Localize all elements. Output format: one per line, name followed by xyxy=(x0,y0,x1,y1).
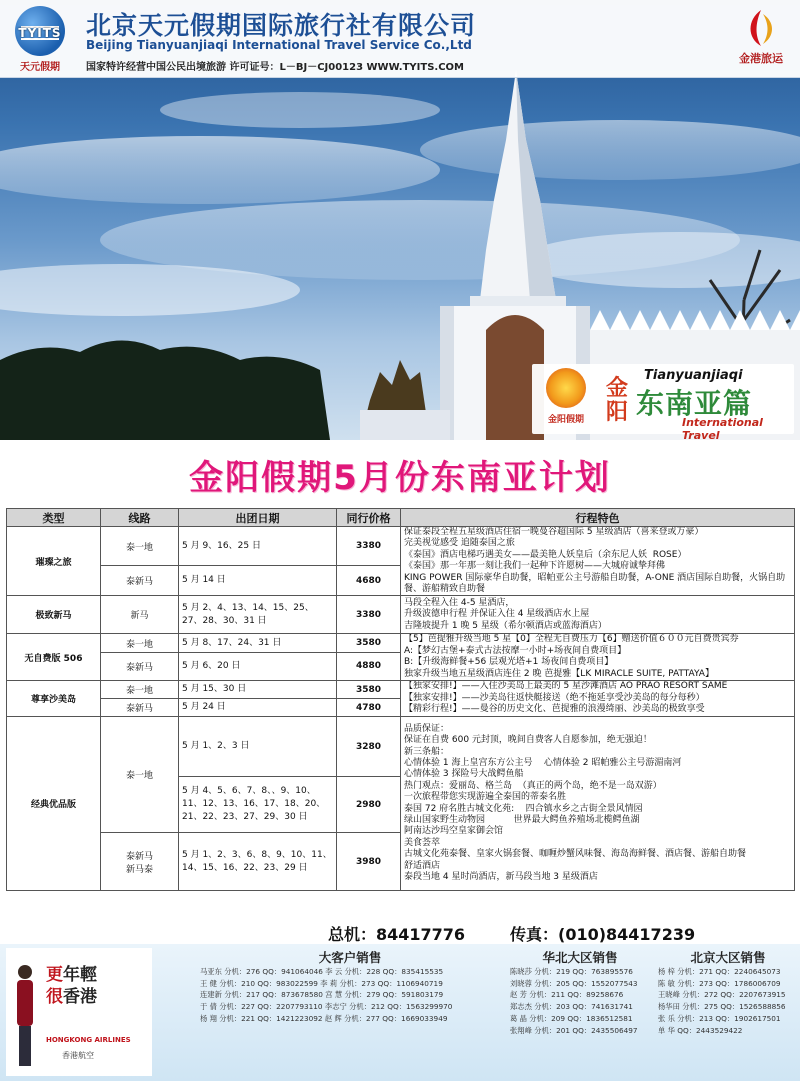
tour-features: 品质保证： 保证在自费 600 元封顶，晚间自费客人自愿参加，绝无强迫！ 新三条船： 心情体验 1 海上皇宫东方公主号 心情体验 2 昭帕雅公主号游湄南河 心情体验 3 探险号大战鳄鱼船 热门观点：爱丽岛、格兰岛 （真正的两个岛，绝不是一岛双游） 一次旅程带您实现游遍全泰国的蒂泰名胜 泰国 72 府名胜古城文化苑: 四合镇水乡之古街全景风情园 绿山国家野生动物园 世界最大鳄鱼养殖场北榄鳄鱼湖 阿南达沙玛空皇家御会馆 美食荟萃 古城文化苑泰餐、皇家火锅套餐、咖喱炒蟹风味餐、海岛海鲜餐、酒店餐、游船自助餐 舒适酒店 泰段当地 4 星时尚酒店，新马段当地 3 星级酒店 xyxy=(401,717,795,891)
header-route: 线路 xyxy=(101,509,179,527)
fax-number: 传真：(010)84417239 xyxy=(510,925,696,944)
tour-price: 3980 xyxy=(337,833,401,891)
phone-number: 总机：84417776 xyxy=(328,925,466,944)
sales-heading: 大客户销售 xyxy=(318,950,382,965)
tour-price: 4680 xyxy=(337,566,401,596)
tour-route: 泰一地 xyxy=(101,634,179,652)
tour-price: 3580 xyxy=(337,634,401,652)
sales-heading: 北京大区销售 xyxy=(690,950,766,965)
tour-route: 泰新马 xyxy=(101,699,179,717)
tour-dates: 5 月 4、5、6、7、8、、9、10、11、12、13、16、17、18、20、21、22、23、27、29、30 日 xyxy=(179,777,337,833)
header-price: 同行价格 xyxy=(337,509,401,527)
tour-dates: 5 月 1、2、3 日 xyxy=(179,717,337,777)
sales-row: 王 健 分机：210 QQ：983022599 李 莉 分机：273 QQ：1106940719 xyxy=(200,978,443,988)
sales-heading: 华北大区销售 xyxy=(542,950,618,965)
sales-row: 杨华田 分机：275 QQ：1526588856 xyxy=(658,1002,786,1012)
table-row xyxy=(7,527,795,566)
footer xyxy=(0,944,800,1081)
table-header-row xyxy=(7,509,795,527)
ad-line-1: 更年輕 xyxy=(46,965,97,985)
sales-row: 马亚东 分机：276 QQ：941064046 李 云 分机：228 QQ：835415535 xyxy=(200,967,444,976)
tour-price: 3380 xyxy=(337,527,401,566)
sales-row: 葛 晶 分机：209 QQ：1836512581 xyxy=(510,1013,633,1023)
sales-group-key-accounts xyxy=(200,948,500,1025)
jinyang-seal xyxy=(538,368,594,430)
sales-row: 连建新 分机：217 QQ：873678580 宫 慧 分机：279 QQ：591803179 xyxy=(200,990,444,1000)
tour-price: 3580 xyxy=(337,681,401,699)
company-name-en: Beijing Tianyuanjiaqi International Travel Service Co.,Ltd xyxy=(86,38,472,52)
tour-route: 泰一地 xyxy=(101,717,179,833)
sales-row: 张 乐 分机：213 QQ：1902617501 xyxy=(658,1013,781,1023)
jinyang-vertical xyxy=(604,376,630,424)
tagline-en: International Travel xyxy=(682,416,763,440)
tour-price: 4880 xyxy=(337,652,401,680)
airline-name-en: HONGKONG AIRLINES xyxy=(46,1036,131,1044)
tour-features: 马段全程入住 4-5 星酒店， 升级波德申行程 并保证入住 4 星级酒店水上屋 吉隆坡提升 1 晚 5 星级（希尔顿酒店或蓝海酒店） xyxy=(401,596,795,634)
sales-row: 王晓峰 分机：272 QQ：2207673915 xyxy=(658,990,786,1000)
tour-table xyxy=(6,508,795,891)
tour-dates: 5 月 1、2、3、6、8、9、10、11、14、15、16、22、23、29 日 xyxy=(179,833,337,891)
tour-price: 4780 xyxy=(337,699,401,717)
tour-features: 【5】芭提雅升级当地 5 星【0】全程无自费压力【6】赠送价值６００元自费贵宾券 A:【梦幻古堡+泰式古法按摩一小时+场夜间自费项目】 B:【升级海鲜餐+56 层观光塔+1 场夜间自费项目】 独家升级当地五星级酒店连住 2 晚 芭提雅【LK MIRACLE SUITE, PATTAYA】 xyxy=(401,634,795,681)
table-row xyxy=(7,596,795,634)
tour-dates: 5 月 2、4、13、14、15、25、27、28、30、31 日 xyxy=(179,596,337,634)
page-title: 金阳假期5月份东南亚计划 xyxy=(189,458,611,498)
jinyang-badge xyxy=(532,364,794,440)
header-type: 类型 xyxy=(7,509,101,527)
sales-row: 陈晓莎 分机：219 QQ：763895576 xyxy=(510,967,633,976)
tour-route: 泰新马 xyxy=(101,652,179,680)
sales-row: 单 华 QQ：2443529422 xyxy=(658,1025,743,1035)
tour-dates: 5 月 9、16、25 日 xyxy=(179,527,337,566)
region-title: 东南亚篇 xyxy=(636,387,753,420)
logo-text: TYITS xyxy=(18,26,62,40)
sales-row: 杨 翔 分机：221 QQ：1421223092 赵 辉 分机：277 QQ：1669033949 xyxy=(200,1013,448,1023)
hero-banner xyxy=(0,0,800,440)
tour-features: 保证泰段全程五星级酒店住宿一晚曼谷超国际 5 星级酒店（喜来登或万豪） 完美视觉感受 追随泰国之旅 《泰国》酒店电梯巧遇美女——最美艳人妖皇后（余东尼人妖 ROSE） 《泰国》那一年那一刻让我们一起种下许愿树——大城府诚挚拜佛 KING POWER 国际豪华自助餐，昭帕亚公主号游船自助餐，A-ONE 酒店国际自助餐，火锅自助餐、游船精致自助餐 xyxy=(401,527,795,596)
tour-type: 经典优品版 xyxy=(7,717,101,891)
tour-type: 极致新马 xyxy=(7,596,101,634)
tour-route: 泰一地 xyxy=(101,681,179,699)
sales-row: 刘晓蓉 分机：205 QQ：1552077543 xyxy=(510,978,638,988)
jingang-logo xyxy=(730,6,792,74)
tour-dates: 5 月 8、17、24、31 日 xyxy=(179,634,337,652)
logo-subtitle: 天元假期 xyxy=(20,62,60,73)
wing-icon xyxy=(741,6,781,50)
sales-row: 杨 梓 分机：271 QQ：2240645073 xyxy=(658,967,781,976)
tour-dates: 5 月 14 日 xyxy=(179,566,337,596)
sales-group-beijing xyxy=(658,948,798,1036)
flight-attendant-icon xyxy=(12,962,38,1072)
seal-label: 金阳假期 xyxy=(547,415,584,425)
jinyang-char-1: 金 xyxy=(605,375,628,401)
ad-line-2: 很香港 xyxy=(46,987,97,1007)
header-dates: 出团日期 xyxy=(179,509,337,527)
brand-en: Tianyuanjiaqi xyxy=(644,368,743,383)
header-features: 行程特色 xyxy=(401,509,795,527)
sales-row: 陈 敏 分机：273 QQ：1786006709 xyxy=(658,978,781,988)
sun-icon xyxy=(546,368,586,408)
sales-row: 张翔峰 分机：201 QQ：2435506497 xyxy=(510,1025,638,1035)
company-name-cn: 北京天元假期国际旅行社有限公司 xyxy=(86,11,477,40)
tour-type: 尊享沙美岛 xyxy=(7,681,101,717)
license-line: 国家特许经营中国公民出境旅游 许可证号：L－BJ－CJ00123 WWW.TYITS.COM xyxy=(86,62,464,73)
sales-group-north xyxy=(510,948,650,1036)
table-row xyxy=(7,634,795,652)
tour-route: 泰一地 xyxy=(101,527,179,566)
sales-row: 赵 芳 分机：211 QQ：89258676 xyxy=(510,990,624,1000)
tour-type: 璀璨之旅 xyxy=(7,527,101,596)
header-band xyxy=(0,0,800,78)
tour-dates: 5 月 6、20 日 xyxy=(179,652,337,680)
jinyang-char-2: 阳 xyxy=(605,399,628,425)
table-row xyxy=(7,717,795,777)
table-row xyxy=(7,681,795,699)
tour-route: 新马 xyxy=(101,596,179,634)
sales-row: 于 倩 分机：227 QQ：2207793110 李志宁 分机：212 QQ：1563299970 xyxy=(200,1002,453,1012)
hongkong-airlines-ad xyxy=(6,948,152,1076)
logo-right-label: 金港旅运 xyxy=(739,52,783,65)
tour-type: 无自费版 506 xyxy=(7,634,101,681)
tour-price: 2980 xyxy=(337,777,401,833)
tour-price: 3280 xyxy=(337,717,401,777)
tour-dates: 5 月 15、30 日 xyxy=(179,681,337,699)
airline-name-cn: 香港航空 xyxy=(62,1051,94,1060)
tyits-logo xyxy=(8,6,72,72)
tour-features: 【独家安排!】——入住沙美岛上最美的 5 星沙滩酒店 AO PRAO RESORT SAME 【独家安排!】——沙美岛往返快艇接送（绝不拖延享受沙美岛的每分每秒） 【精彩行程!】——曼谷的历史文化、芭提雅的浪漫绮丽、沙美岛的极致享受 xyxy=(401,681,795,717)
sales-row: 郑志杰 分机：203 QQ：741631741 xyxy=(510,1002,633,1012)
tour-route: 泰新马 新马泰 xyxy=(101,833,179,891)
tour-price: 3380 xyxy=(337,596,401,634)
tour-route: 泰新马 xyxy=(101,566,179,596)
tour-dates: 5 月 24 日 xyxy=(179,699,337,717)
